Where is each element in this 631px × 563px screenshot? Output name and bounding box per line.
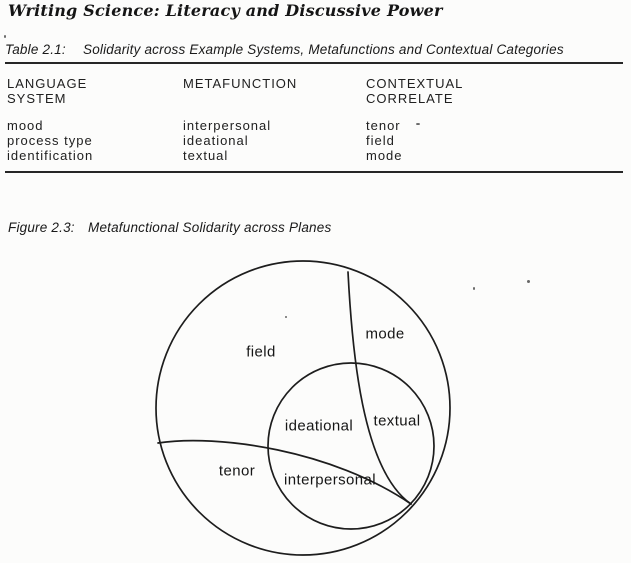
outer-context-circle bbox=[156, 261, 450, 555]
scan-speck bbox=[473, 287, 475, 290]
mode-divider-curve bbox=[348, 272, 411, 504]
figure-caption-label: Figure 2.3: bbox=[8, 220, 75, 235]
scan-speck bbox=[527, 280, 530, 283]
label-textual: textual bbox=[373, 412, 421, 430]
table-cell: mood bbox=[7, 118, 44, 133]
header-line: CORRELATE bbox=[366, 91, 454, 106]
table-cell: process type bbox=[7, 133, 93, 148]
label-mode: mode bbox=[365, 325, 405, 343]
table-caption-text: Solidarity across Example Systems, Metafunctions and Contextual Categories bbox=[83, 42, 564, 57]
label-ideational: ideational bbox=[284, 417, 354, 435]
label-tenor: tenor bbox=[218, 462, 256, 480]
header-line: CONTEXTUAL bbox=[366, 76, 464, 91]
label-interpersonal: interpersonal bbox=[284, 471, 376, 489]
table-cell: textual bbox=[183, 148, 229, 163]
table-cell: mode bbox=[366, 148, 403, 163]
figure-caption-text: Metafunctional Solidarity across Planes bbox=[88, 220, 332, 235]
page-title: Writing Science: Literacy and Discussive Power bbox=[8, 1, 443, 20]
scan-speck bbox=[416, 123, 420, 125]
header-line: SYSTEM bbox=[7, 91, 67, 106]
scan-speck bbox=[4, 35, 6, 38]
label-field: field bbox=[246, 343, 276, 361]
table-cell: identification bbox=[7, 148, 94, 163]
scan-speck bbox=[285, 316, 287, 318]
inner-metafunction-circle bbox=[268, 363, 434, 529]
table-cell: tenor bbox=[366, 118, 401, 133]
table-cell: field bbox=[366, 133, 395, 148]
header-line: METAFUNCTION bbox=[183, 76, 298, 91]
table-caption-label: Table 2.1: bbox=[5, 42, 66, 57]
table-cell: ideational bbox=[183, 133, 249, 148]
header-line: LANGUAGE bbox=[7, 76, 88, 91]
table-cell: interpersonal bbox=[183, 118, 272, 133]
